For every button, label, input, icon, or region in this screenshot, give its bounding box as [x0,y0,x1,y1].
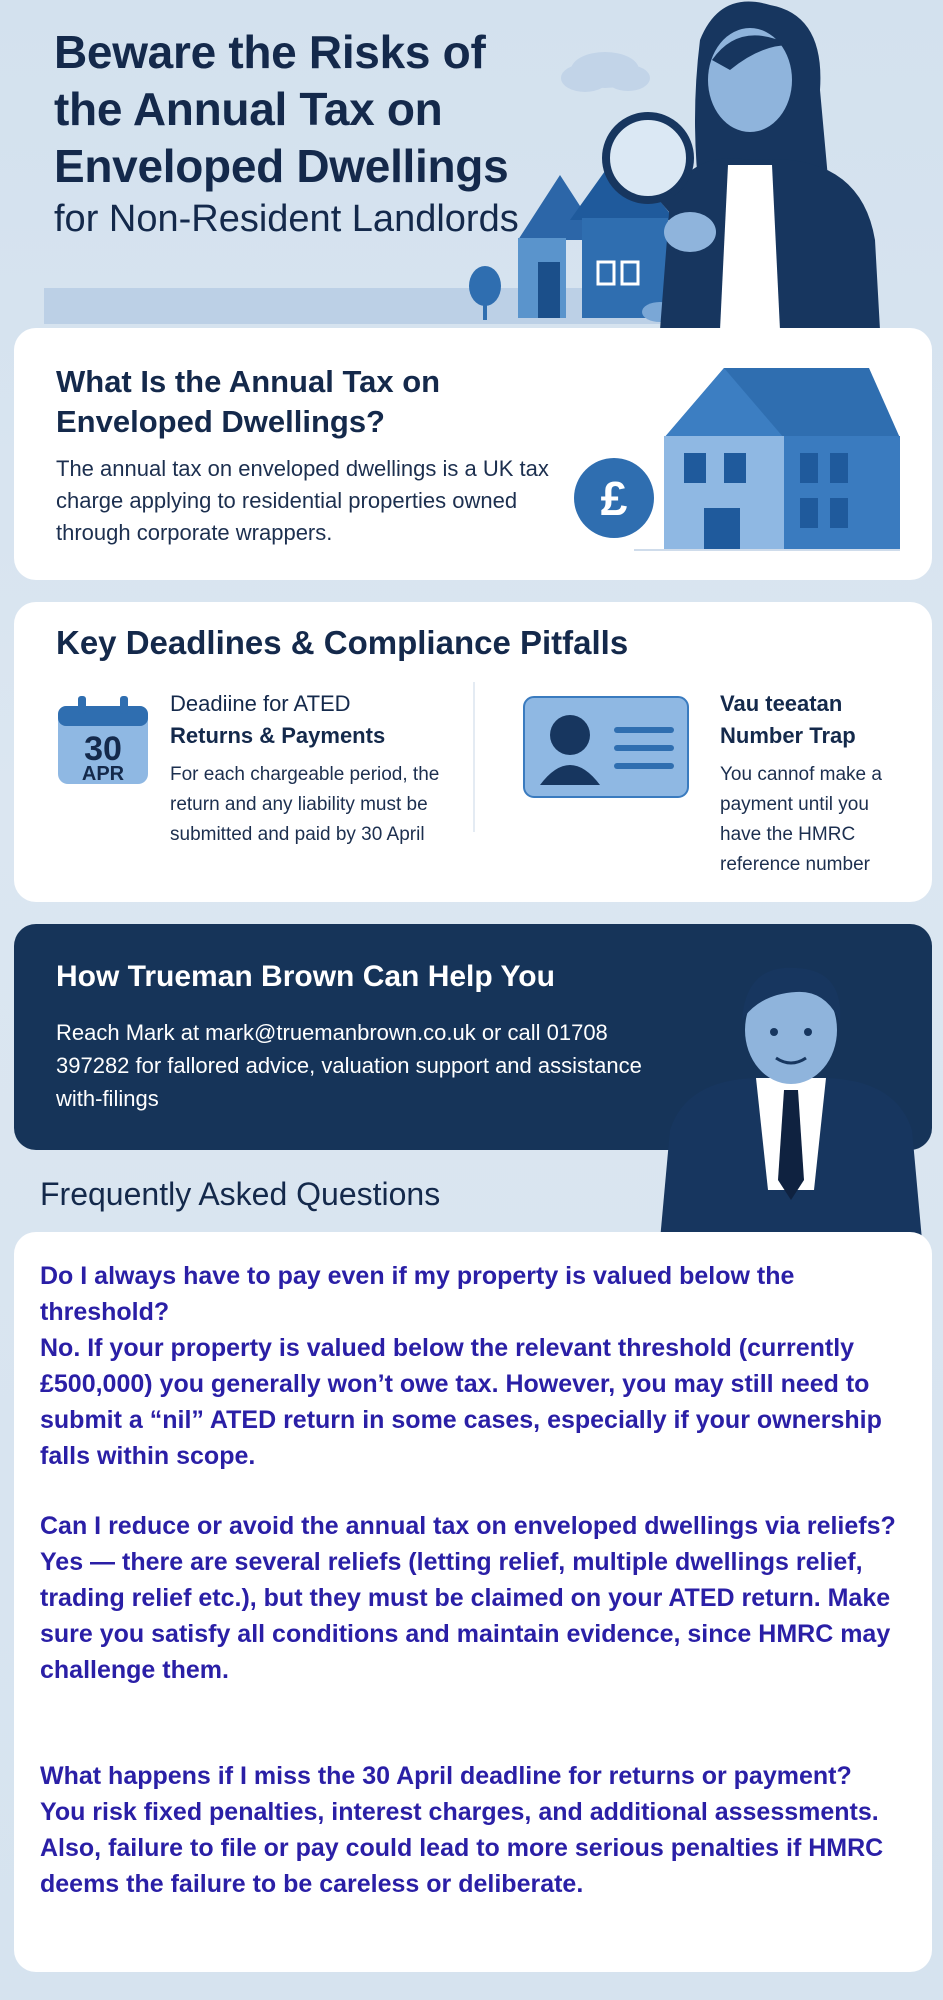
trap-body: You cannof make a payment until you have the HMRC reference number [720,764,882,875]
deadline-title-line-1: Deadiine for ATED [170,691,351,716]
faq-heading: Frequently Asked Questions [40,1176,441,1212]
help-body: Reach Mark at mark@truemanbrown.co.uk or call 01708 397282 for fallored advice, valuation support and assistance with-filings [56,1020,642,1111]
deadlines-card [14,602,932,902]
faq-question: What happens if I miss the 30 April deadline for returns or payment? [40,1762,852,1790]
building-icon [634,368,900,550]
trap-title-line-2: Number Trap [720,723,856,748]
faq-answer: You risk fixed penalties, interest charges, and additional assessments. Also, failure to file or pay could lead to more serious penalties if HMRC deems the failure to be careless or deliberate. [40,1798,884,1898]
what-is-body: The annual tax on enveloped dwellings is a UK tax charge applying to residential properties owned through corporate wrappers. [56,456,549,545]
deadline-body: For each chargeable period, the return and any liability must be submitted and paid by 30 April [170,764,440,845]
faq-answer: No. If your property is valued below the relevant threshold (currently £500,000) you generally won’t owe tax. However, you may still need to submit a “nil” ATED return in some cases, especially if your ownership falls within scope. [40,1334,882,1470]
title-line-3: Enveloped Dwellings [54,140,509,192]
trap-title [720,688,856,752]
faq-answer: Yes — there are several reliefs (letting relief, multiple dwellings relief, trading relief etc.), but they must be claimed on your ATED return. Make sure you satisfy all conditions and maintain evidence, since HMRC may challenge them. [40,1548,891,1684]
faq-card [14,1232,932,1972]
what-is-card [14,328,932,580]
svg-text:APR: APR [81,763,125,785]
column-divider [473,682,475,832]
faq-item [40,1258,910,1474]
page-title [54,24,508,195]
building-illustration [574,358,914,558]
faq-question: Do I always have to pay even if my property is valued below the threshold? [40,1262,795,1326]
id-card-icon [522,695,690,801]
svg-text:£: £ [600,473,628,526]
faq-question: Can I reduce or avoid the annual tax on enveloped dwellings via reliefs? [40,1512,896,1540]
deadline-title [170,688,385,752]
help-heading: How Trueman Brown Can Help You [56,960,555,993]
what-is-heading: What Is the Annual Tax on Enveloped Dwellings? [56,364,441,439]
faq-item [40,1758,910,1902]
deadline-title-line-2: Returns & Payments [170,723,386,748]
page-subtitle: for Non-Resident Landlords [54,198,519,240]
title-line-2: the Annual Tax on [54,83,443,135]
cloud-icon [561,52,650,92]
hero-banner [0,0,943,330]
faq-item [40,1508,910,1688]
deadlines-heading: Key Deadlines & Compliance Pitfalls [56,624,629,661]
pound-coin-icon [574,458,654,538]
advisor-illustration [656,950,926,1240]
calendar-icon [56,692,150,786]
trap-title-line-1: Vau teeatan [720,691,843,716]
man-in-suit-icon [660,968,922,1240]
svg-text:30: 30 [84,730,122,768]
title-line-1: Beware the Risks of [54,26,486,78]
